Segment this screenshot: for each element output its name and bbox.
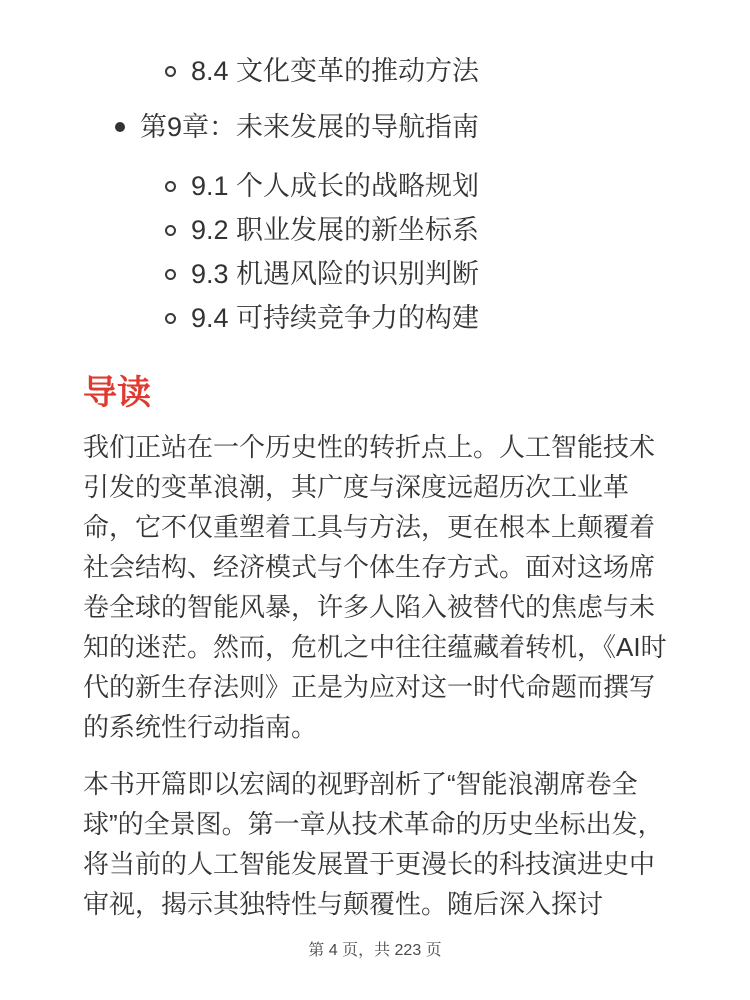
disc-bullet-icon (115, 122, 125, 132)
toc-item-8-4 (83, 57, 668, 85)
intro-paragraph-2: 本书开篇即以宏阔的视野剖析了“智能浪潮席卷全球”的全景图。第一章从技术革命的历史坐标出发，将当前的人工智能发展置于更漫长的科技演进史中审视，揭示其独特性与颠覆性。随后深入探讨 (83, 769, 664, 919)
toc-item-label: 第9章：未来发展的导航指南 (140, 112, 480, 142)
table-of-contents (83, 57, 668, 332)
intro-paragraph-1: 我们正站在一个历史性的转折点上。人工智能技术引发的变革浪潮，其广度与深度远超历次工业革命，它不仅重塑着工具与方法，更在根本上颠覆着社会结构、经济模式与个体生存方式。面对这场席卷全球的智能风暴，许多人陷入被替代的焦虑与未知的迷茫。然而，危机之中往往蕴藏着转机，《AI时代的新生存法则》正是为应对这一时代命题而撰写的系统性行动指南。 (83, 432, 667, 742)
toc-item-9-1 (83, 172, 668, 200)
circle-bullet-icon (165, 66, 176, 77)
toc-item-9-4 (83, 304, 668, 332)
circle-bullet-icon (165, 269, 176, 280)
toc-item-label: 9.3 机遇风险的识别判断 (191, 259, 480, 289)
toc-item-9-3 (83, 260, 668, 288)
circle-bullet-icon (165, 181, 176, 192)
circle-bullet-icon (165, 225, 176, 236)
toc-item-label: 9.4 可持续竞争力的构建 (191, 303, 480, 333)
page-number-indicator: 第 4 页，共 223 页 (308, 942, 442, 959)
toc-item-label: 9.2 职业发展的新坐标系 (191, 215, 480, 245)
toc-item-chapter-9 (83, 113, 668, 141)
section-heading: 导读 (83, 374, 151, 412)
circle-bullet-icon (165, 313, 176, 324)
toc-item-9-2 (83, 216, 668, 244)
toc-item-label: 9.1 个人成长的战略规划 (191, 171, 480, 201)
toc-item-label: 8.4 文化变革的推动方法 (191, 56, 480, 86)
